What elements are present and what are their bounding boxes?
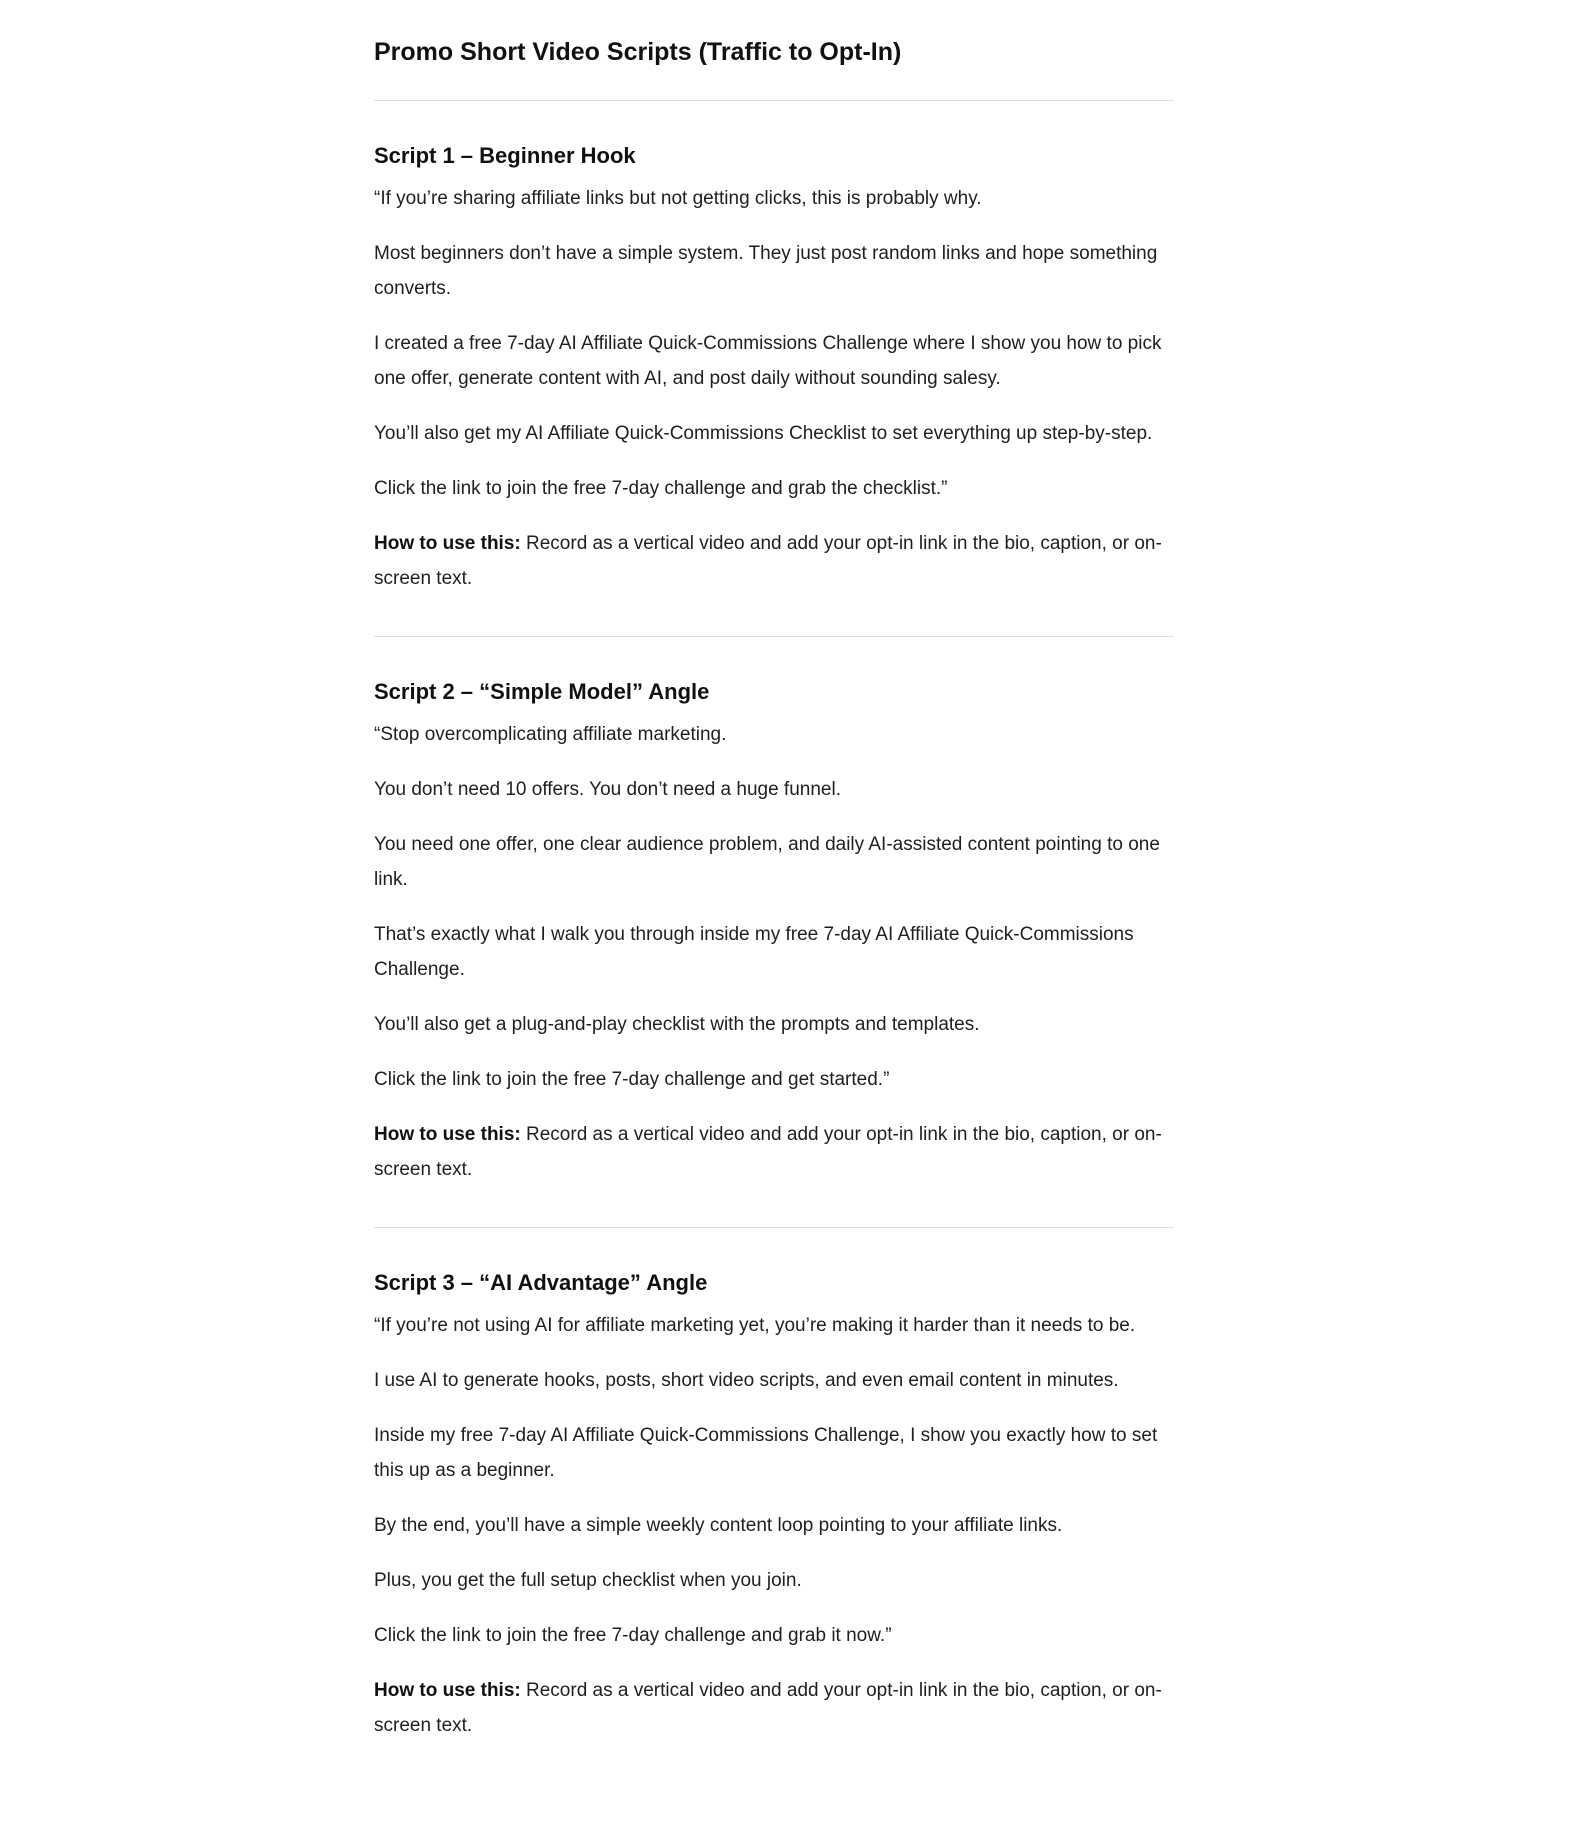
script-section-2 — [374, 675, 1174, 1187]
script-paragraph: You don’t need 10 offers. You don’t need a huge funnel. — [374, 779, 841, 800]
section-divider — [374, 100, 1174, 101]
script-paragraph: Click the link to join the free 7-day challenge and grab it now.” — [374, 1625, 892, 1646]
usage-text: Record as a vertical video and add your opt-in link in the bio, caption, or on-screen text. — [374, 1124, 1162, 1180]
usage-note — [374, 1673, 1174, 1743]
section-divider — [374, 1227, 1174, 1228]
script-paragraph: You’ll also get my AI Affiliate Quick-Commissions Checklist to set everything up step-by-step. — [374, 423, 1153, 444]
usage-note — [374, 1117, 1174, 1187]
script-paragraph: That’s exactly what I walk you through inside my free 7-day AI Affiliate Quick-Commissions Challenge. — [374, 924, 1134, 980]
script-paragraph: “If you’re not using AI for affiliate marketing yet, you’re making it harder than it needs to be. — [374, 1315, 1136, 1336]
script-section-3 — [374, 1266, 1174, 1743]
script-paragraph: Plus, you get the full setup checklist when you join. — [374, 1570, 802, 1591]
script-paragraph: By the end, you’ll have a simple weekly content loop pointing to your affiliate links. — [374, 1515, 1063, 1536]
usage-label: How to use this: — [374, 1680, 521, 1701]
usage-label: How to use this: — [374, 1124, 521, 1145]
script-paragraph: I use AI to generate hooks, posts, short video scripts, and even email content in minutes. — [374, 1370, 1119, 1391]
page-title: Promo Short Video Scripts (Traffic to Opt-In) — [374, 38, 902, 66]
script-paragraph: Most beginners don’t have a simple system. They just post random links and hope something converts. — [374, 243, 1158, 299]
script-title: Script 3 – “AI Advantage” Angle — [374, 1270, 708, 1295]
script-title: Script 2 – “Simple Model” Angle — [374, 679, 710, 704]
script-paragraph: “Stop overcomplicating affiliate marketing. — [374, 724, 727, 745]
script-paragraph: You need one offer, one clear audience problem, and daily AI-assisted content pointing to one link. — [374, 834, 1160, 890]
usage-text: Record as a vertical video and add your opt-in link in the bio, caption, or on-screen text. — [374, 533, 1162, 589]
document-body — [374, 30, 1174, 1743]
usage-label: How to use this: — [374, 533, 521, 554]
section-divider — [374, 636, 1174, 637]
usage-text: Record as a vertical video and add your opt-in link in the bio, caption, or on-screen text. — [374, 1680, 1162, 1736]
script-section-1 — [374, 139, 1174, 596]
script-paragraph: Click the link to join the free 7-day challenge and get started.” — [374, 1069, 890, 1090]
script-paragraph: “If you’re sharing affiliate links but not getting clicks, this is probably why. — [374, 188, 982, 209]
script-paragraph: I created a free 7-day AI Affiliate Quick-Commissions Challenge where I show you how to pick one offer, generate content with AI, and post daily without sounding salesy. — [374, 333, 1162, 389]
script-paragraph: You’ll also get a plug-and-play checklist with the prompts and templates. — [374, 1014, 980, 1035]
usage-note — [374, 526, 1174, 596]
script-title: Script 1 – Beginner Hook — [374, 143, 636, 168]
script-paragraph: Click the link to join the free 7-day challenge and grab the checklist.” — [374, 478, 948, 499]
script-paragraph: Inside my free 7-day AI Affiliate Quick-Commissions Challenge, I show you exactly how to set this up as a beginner. — [374, 1425, 1158, 1481]
